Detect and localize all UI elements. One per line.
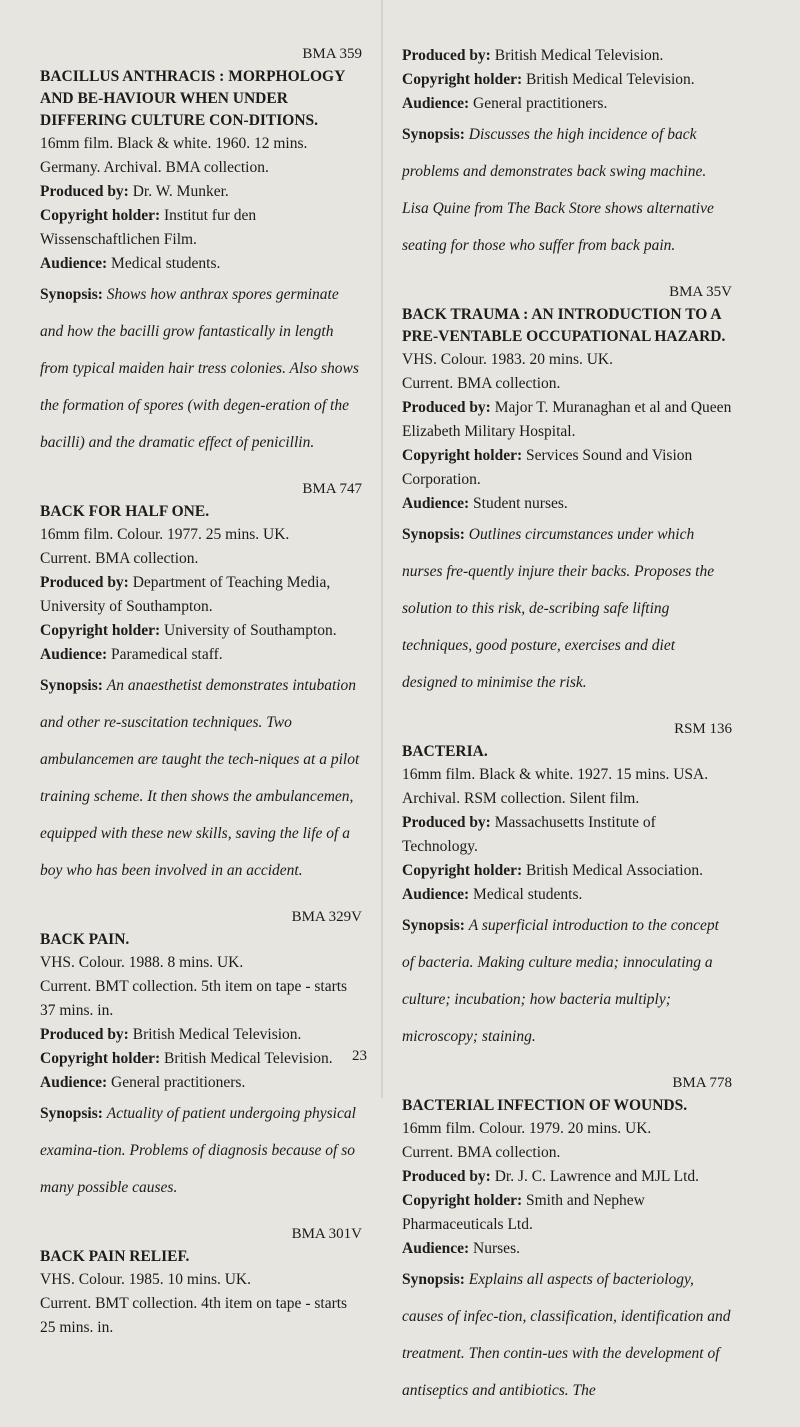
entry-copyright (402, 444, 732, 492)
left-column (40, 44, 362, 1358)
entry-bma-35v (402, 282, 732, 701)
audience-label: Audience: (402, 95, 470, 112)
synopsis-label: Synopsis: (40, 677, 103, 694)
entry-produced (40, 1023, 362, 1047)
synopsis-text: Actuality of patient undergoing physical examina-tion. Problems of diagnosis because of so many possible causes. (40, 1105, 356, 1196)
entry-synopsis (40, 667, 362, 889)
entry-produced (402, 396, 732, 444)
copyright-label: Copyright holder: (402, 71, 523, 88)
entry-code: BMA 329V (291, 909, 362, 925)
entry-code: BMA 301V (291, 1226, 362, 1242)
entry-details: 16mm film. Black & white. 1927. 15 mins. USA. (402, 766, 709, 783)
copyright-label: Copyright holder: (402, 447, 523, 464)
copyright-value: British Medical Association. (526, 862, 703, 879)
entry-title: BACK PAIN. (40, 931, 130, 948)
produced-value: Dr. J. C. Lawrence and MJL Ltd. (494, 1168, 700, 1185)
audience-value: Paramedical staff. (111, 646, 223, 663)
entry-details: 16mm film. Colour. 1979. 20 mins. UK. (402, 1120, 652, 1137)
copyright-value: British Medical Television. (164, 1050, 333, 1067)
entry-details: VHS. Colour. 1983. 20 mins. UK. (402, 351, 613, 368)
audience-label: Audience: (40, 646, 108, 663)
entry-copyright (40, 204, 362, 252)
entry-produced (402, 1165, 732, 1189)
entry-audience (402, 92, 732, 116)
entry-code: BMA 35V (669, 284, 732, 300)
copyright-value: University of Southampton. (164, 622, 337, 639)
entry-title: BACTERIA. (402, 743, 488, 760)
entry-title: BACK TRAUMA : AN INTRODUCTION TO A PRE-VENTABLE OCCUPATIONAL HAZARD. (402, 306, 726, 345)
entry-synopsis (402, 116, 732, 264)
entry-audience (402, 492, 732, 516)
entry-code: RSM 136 (674, 721, 732, 737)
synopsis-text: A superficial introduction to the concept of bacteria. Making culture media; innoculating a culture; incubation; how bacteria multiply; microscopy; staining. (402, 917, 719, 1045)
entry-status: Current. BMA collection. (40, 550, 199, 567)
entry-synopsis (40, 276, 362, 461)
copyright-label: Copyright holder: (40, 207, 161, 224)
entry-code: BMA 778 (672, 1075, 732, 1091)
produced-label: Produced by: (402, 399, 491, 416)
entry-produced (402, 811, 732, 859)
copyright-label: Copyright holder: (40, 1050, 161, 1067)
entry-copyright (402, 859, 732, 883)
entry-title: BACK FOR HALF ONE. (40, 503, 210, 520)
entry-title: BACK PAIN RELIEF. (40, 1248, 190, 1265)
audience-value: Medical students. (473, 886, 583, 903)
entry-title: BACTERIAL INFECTION OF WOUNDS. (402, 1097, 688, 1114)
produced-value: Massachusetts Institute of Technology. (402, 814, 656, 855)
synopsis-label: Synopsis: (402, 917, 465, 934)
synopsis-label: Synopsis: (402, 526, 465, 543)
synopsis-label: Synopsis: (402, 126, 465, 143)
synopsis-label: Synopsis: (40, 286, 103, 303)
entry-bma-359 (40, 44, 362, 461)
synopsis-label: Synopsis: (40, 1105, 103, 1122)
entry-audience (402, 883, 732, 907)
entry-details: VHS. Colour. 1985. 10 mins. UK. (40, 1271, 251, 1288)
entry-bma-778 (402, 1073, 732, 1409)
entry-bma-747 (40, 479, 362, 889)
entry-code: BMA 747 (302, 481, 362, 497)
entry-details: 16mm film. Colour. 1977. 25 mins. UK. (40, 526, 290, 543)
synopsis-text: Shows how anthrax spores germinate and how the bacilli grow fantastically in length from typical maiden hair tress colonies. Also shows the formation of spores (with degen-eration of the bacilli) and the dramatic effect of penicillin. (40, 286, 359, 451)
copyright-value: British Medical Television. (526, 71, 695, 88)
entry-synopsis (40, 1095, 362, 1206)
audience-value: Student nurses. (473, 495, 568, 512)
entry-details: VHS. Colour. 1988. 8 mins. UK. (40, 954, 244, 971)
entry-synopsis (402, 907, 732, 1055)
entry-audience (40, 1071, 362, 1095)
copyright-value: Institut fur den Wissenschaftlichen Film. (40, 207, 257, 248)
copyright-value: Smith and Nephew Pharmaceuticals Ltd. (402, 1192, 645, 1233)
entry-code: BMA 359 (302, 46, 362, 62)
synopsis-text: Explains all aspects of bacteriology, causes of infec-tion, classification, identification and treatment. Then contin-ues with the development of antiseptics and antibiotics. The (402, 1271, 731, 1399)
entry-status: Current. BMA collection. (402, 375, 561, 392)
entry-produced (402, 44, 732, 68)
entry-audience (40, 643, 362, 667)
entry-status: Current. BMT collection. 5th item on tape - starts 37 mins. in. (40, 978, 348, 1019)
entry-status: Archival. RSM collection. Silent film. (402, 790, 640, 807)
page-fold (381, 0, 383, 1098)
produced-value: Major T. Muranaghan et al and Queen Elizabeth Military Hospital. (402, 399, 732, 440)
entry-audience (402, 1237, 732, 1261)
entry-produced (40, 180, 362, 204)
entry-bma-301v-continued (402, 44, 732, 264)
produced-value: British Medical Television. (494, 47, 664, 64)
right-column (402, 44, 732, 1427)
produced-label: Produced by: (402, 1168, 491, 1185)
entry-synopsis (402, 516, 732, 701)
produced-label: Produced by: (402, 47, 491, 64)
audience-label: Audience: (402, 495, 470, 512)
audience-label: Audience: (402, 1240, 470, 1257)
synopsis-text: Discusses the high incidence of back problems and demonstrates back swing machine. Lisa Quine from The Back Store shows alternative seating for those who suffer from back pain. (402, 126, 714, 254)
synopsis-text: Outlines circumstances under which nurses fre-quently injure their backs. Proposes the solution to this risk, de-scribing safe lifting techniques, good posture, exercises and diet designed to minimise the risk. (402, 526, 715, 691)
copyright-label: Copyright holder: (402, 1192, 523, 1209)
entry-bma-329v (40, 907, 362, 1206)
entry-status: Current. BMT collection. 4th item on tape - starts 25 mins. in. (40, 1295, 348, 1336)
page-number: 23 (352, 1048, 367, 1064)
produced-label: Produced by: (40, 574, 129, 591)
entry-copyright (402, 1189, 732, 1237)
copyright-label: Copyright holder: (402, 862, 523, 879)
copyright-value: Services Sound and Vision Corporation. (402, 447, 693, 488)
audience-label: Audience: (402, 886, 470, 903)
produced-value: Dr. W. Munker. (132, 183, 229, 200)
entry-details: 16mm film. Black & white. 1960. 12 mins. Germany. Archival. BMA collection. (40, 135, 308, 176)
audience-value: General practitioners. (473, 95, 608, 112)
entry-status: Current. BMA collection. (402, 1144, 561, 1161)
audience-value: Medical students. (111, 255, 221, 272)
entry-title: BACILLUS ANTHRACIS : MORPHOLOGY AND BE-HAVIOUR WHEN UNDER DIFFERING CULTURE CON-DITIONS. (40, 68, 345, 129)
entry-synopsis (402, 1261, 732, 1409)
entry-copyright (40, 1047, 362, 1071)
produced-label: Produced by: (40, 183, 129, 200)
synopsis-label: Synopsis: (402, 1271, 465, 1288)
entry-bma-301v (40, 1224, 362, 1340)
produced-value: Department of Teaching Media, University of Southampton. (40, 574, 331, 615)
entry-produced (40, 571, 362, 619)
audience-value: Nurses. (473, 1240, 520, 1257)
audience-label: Audience: (40, 1074, 108, 1091)
entry-rsm-136 (402, 719, 732, 1055)
produced-value: British Medical Television. (132, 1026, 302, 1043)
audience-label: Audience: (40, 255, 108, 272)
entry-copyright (402, 68, 732, 92)
produced-label: Produced by: (40, 1026, 129, 1043)
copyright-label: Copyright holder: (40, 622, 161, 639)
audience-value: General practitioners. (111, 1074, 246, 1091)
entry-copyright (40, 619, 362, 643)
produced-label: Produced by: (402, 814, 491, 831)
entry-audience (40, 252, 362, 276)
synopsis-text: An anaesthetist demonstrates intubation and other re-suscitation techniques. Two ambulancemen are taught the tech-niques at a pilot training scheme. It then shows the ambulancemen, equipped with these new skills, saving the life of a boy who has been involved in an accident. (40, 677, 360, 879)
